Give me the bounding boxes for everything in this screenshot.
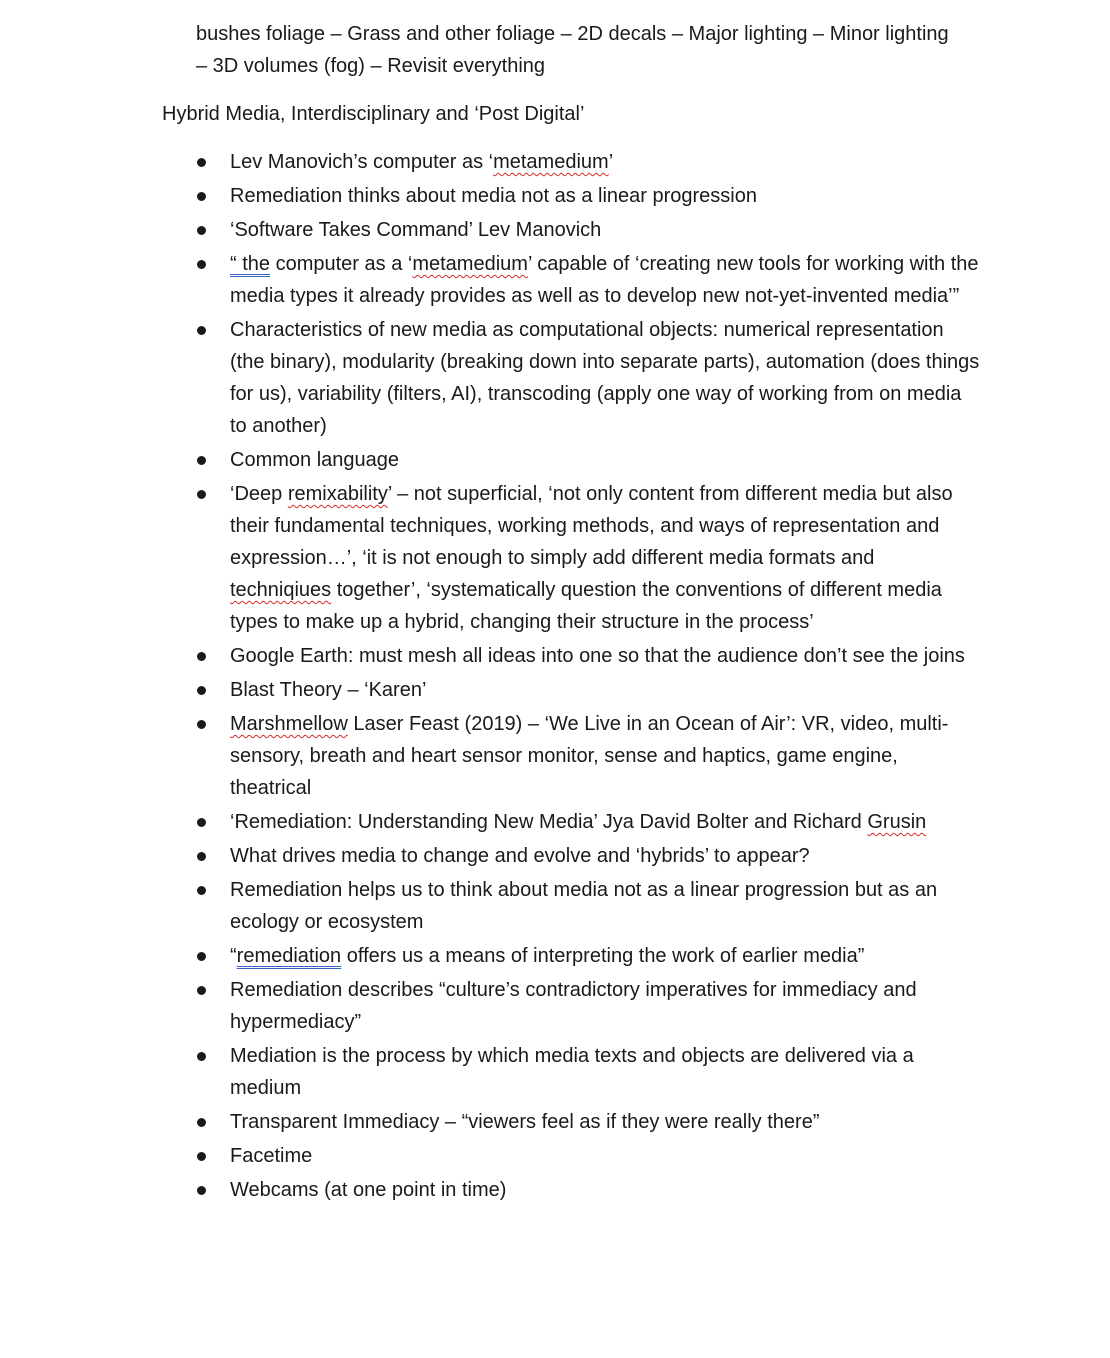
list-item: [0, 1106, 980, 1138]
bullet-icon: [197, 818, 206, 827]
list-item-text: Characteristics of new media as computational objects: numerical representation (the binary), modularity (breaking down into separate parts), automation (does things for us), variability (filters, AI), transcoding (apply one way of working from on media to another): [230, 319, 980, 437]
list-item: [0, 708, 980, 804]
bullet-list: [0, 146, 1110, 1208]
misspelled-word[interactable]: metamedium: [412, 253, 528, 275]
bullet-icon: [197, 490, 206, 499]
list-item-text: Remediation thinks about media not as a linear progression: [230, 185, 757, 207]
list-item-text: Common language: [230, 449, 399, 471]
list-item-text: computer as a ‘: [270, 253, 413, 275]
list-item-text: Facetime: [230, 1145, 313, 1167]
bullet-icon: [197, 852, 206, 861]
list-item: [0, 314, 980, 442]
bullet-icon: [197, 720, 206, 729]
list-item-text: What drives media to change and evolve and ‘hybrids’ to appear?: [230, 845, 810, 867]
bullet-icon: [197, 226, 206, 235]
list-item: [0, 478, 980, 638]
list-item-text: Blast Theory – ‘Karen’: [230, 679, 427, 701]
bullet-icon: [197, 1052, 206, 1061]
grammar-flagged-word[interactable]: “ the: [230, 253, 271, 275]
grammar-flagged-word[interactable]: remediation: [236, 945, 342, 967]
list-item-text: Lev Manovich’s computer as ‘: [230, 151, 494, 173]
list-item-text: Remediation describes “culture’s contradictory imperatives for immediacy and hypermediacy”: [230, 979, 917, 1033]
list-item: [0, 874, 980, 938]
bullet-icon: [197, 652, 206, 661]
bullet-icon: [197, 1118, 206, 1127]
bullet-icon: [197, 886, 206, 895]
list-item: [0, 146, 980, 178]
list-item-text: Transparent Immediacy – “viewers feel as if they were really there”: [230, 1111, 820, 1133]
list-item-text: ’ capable of ‘creating new tools for working with the media types it already provides as well as to develop new not-yet-invented media’”: [230, 253, 979, 307]
list-item: [0, 1140, 980, 1172]
list-item-text: together’, ‘systematically question the conventions of different media types to make up a hybrid, changing their structure in the process’: [230, 579, 942, 633]
intro-paragraph: bushes foliage – Grass and other foliage – 2D decals – Major lighting – Minor lighting – 3D volumes (fog) – Revisit everything: [196, 23, 949, 77]
bullet-icon: [197, 986, 206, 995]
bullet-icon: [197, 326, 206, 335]
list-item-text: Google Earth: must mesh all ideas into one so that the audience don’t see the joins: [230, 645, 965, 667]
misspelled-word[interactable]: Grusin: [867, 811, 927, 833]
list-item: [0, 444, 980, 476]
list-item-text: Webcams (at one point in time): [230, 1179, 507, 1201]
bullet-icon: [197, 686, 206, 695]
bullet-icon: [197, 1152, 206, 1161]
list-item: [0, 974, 980, 1038]
list-item: [0, 214, 980, 246]
list-item-text: ’: [608, 151, 614, 173]
list-item-text: ‘Deep: [230, 483, 288, 505]
list-item: [0, 248, 980, 312]
bullet-icon: [197, 952, 206, 961]
list-item-text: Mediation is the process by which media texts and objects are delivered via a medium: [230, 1045, 914, 1099]
list-item-text: ‘Remediation: Understanding New Media’ Jya David Bolter and Richard: [230, 811, 868, 833]
list-item: [0, 1040, 980, 1104]
list-item-text: offers us a means of interpreting the work of earlier media”: [341, 945, 865, 967]
misspelled-word[interactable]: metamedium: [493, 151, 609, 173]
section-heading: Hybrid Media, Interdisciplinary and ‘Post Digital’: [162, 103, 585, 125]
list-item-text: ‘Software Takes Command’ Lev Manovich: [230, 219, 602, 241]
bullet-icon: [197, 1186, 206, 1195]
list-item: [0, 940, 980, 972]
bullet-icon: [197, 192, 206, 201]
list-item-text: Laser Feast (2019) – ‘We Live in an Ocean of Air’: VR, video, multi-sensory, breath and heart sensor monitor, sense and haptics, game engine, theatrical: [230, 713, 949, 799]
list-item-text: ’ – not superficial, ‘not only content from different media but also their fundamental techniques, working methods, and ways of representation and expression…’, ‘it is not enough to simply add different media formats and: [230, 483, 953, 569]
list-item: [0, 640, 980, 672]
misspelled-word[interactable]: Marshmellow: [230, 713, 348, 735]
list-item: [0, 840, 980, 872]
bullet-icon: [197, 260, 206, 269]
list-item: [0, 806, 980, 838]
bullet-icon: [197, 158, 206, 167]
misspelled-word[interactable]: remixability: [287, 483, 388, 505]
list-item-text: “: [230, 945, 237, 967]
list-item: [0, 674, 980, 706]
misspelled-word[interactable]: techniqiues: [230, 579, 332, 601]
list-item: [0, 180, 980, 212]
bullet-icon: [197, 456, 206, 465]
list-item: [0, 1174, 980, 1206]
list-item-text: Remediation helps us to think about media not as a linear progression but as an ecology or ecosystem: [230, 879, 938, 933]
